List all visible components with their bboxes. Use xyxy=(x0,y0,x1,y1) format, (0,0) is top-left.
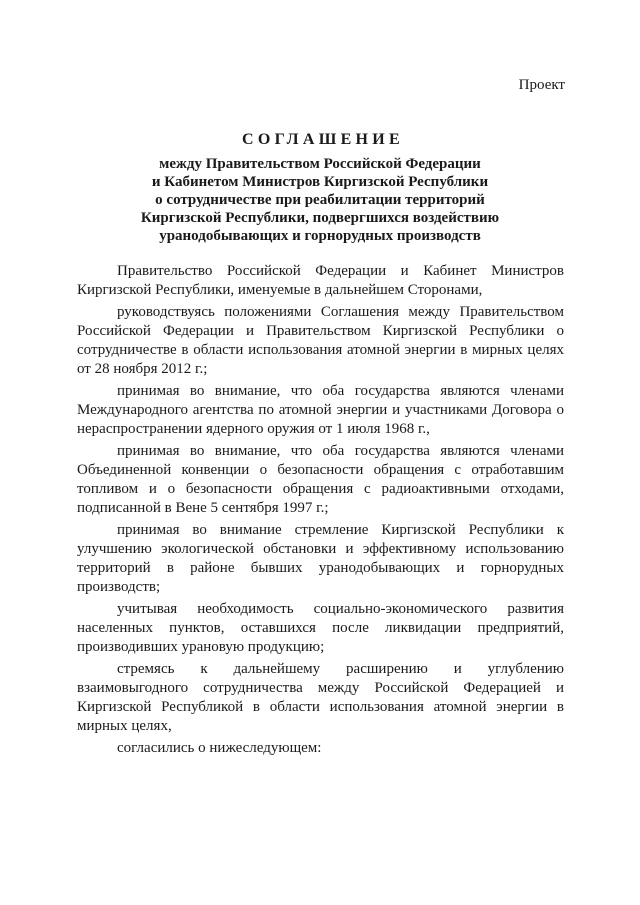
subtitle-line: о сотрудничестве при реабилитации территорий xyxy=(155,192,485,208)
title-block xyxy=(0,130,640,245)
subtitle-line: уранодобывающих и горнорудных производств xyxy=(159,228,481,244)
subtitle-line: Киргизской Республики, подвергшихся воздействию xyxy=(140,210,500,226)
preamble-paragraph: Правительство Российской Федерации и Кабинет Министров Киргизской Республики, именуемые в дальнейшем Сторонами, xyxy=(77,263,564,298)
preamble-paragraph: стремясь к дальнейшему расширению и углублению взаимовыгодного сотрудничества между Российской Федерацией и Киргизской Республикой в области использования атомной энергии в мирных целях, xyxy=(77,661,564,734)
agreement-clause: согласились о нижеследующем: xyxy=(117,740,322,756)
preamble-paragraph: руководствуясь положениями Соглашения между Правительством Российской Федерации и Правительством Киргизской Республики о сотрудничестве в области использования атомной энергии в мирных целях от 28 ноября 2012 г.; xyxy=(77,304,564,377)
preamble-paragraph: учитывая необходимость социально-экономического развития населенных пунктов, оставшихся после ликвидации предприятий, производивших урановую продукцию; xyxy=(77,601,564,655)
draft-label: Проект xyxy=(518,77,565,93)
preamble-paragraph: принимая во внимание, что оба государства являются членами Объединенной конвенции о безопасности обращения с отработавшим топливом и о безопасности обращения с радиоактивными отходами, подписанной в Вене 5 сентября 1997 г.; xyxy=(77,443,564,516)
subtitle-line: между Правительством Российской Федерации xyxy=(159,156,481,172)
document-body xyxy=(77,262,564,761)
subtitle-line: и Кабинетом Министров Киргизской Республики xyxy=(151,174,489,190)
document-subtitle xyxy=(0,155,640,245)
preamble-paragraph: принимая во внимание, что оба государства являются членами Международного агентства по атомной энергии и участниками Договора о нераспространении ядерного оружия от 1 июля 1968 г., xyxy=(77,383,564,437)
preamble-paragraph: принимая во внимание стремление Киргизской Республики к улучшению экологической обстановки и эффективному использованию территорий в районе бывших уранодобывающих и горнорудных производств; xyxy=(77,522,564,595)
document-title: СОГЛАШЕНИЕ xyxy=(241,131,405,148)
